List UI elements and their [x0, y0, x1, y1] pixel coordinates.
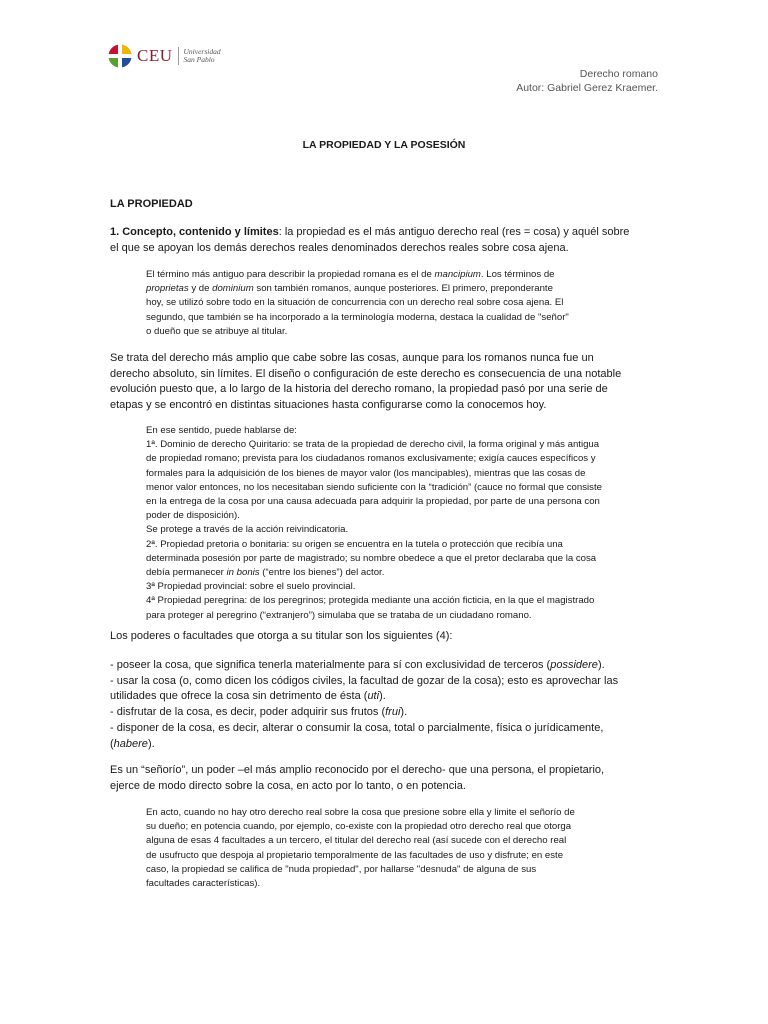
- quote-terminology: El término más antiguo para describir la propiedad romana es el de mancipium. Los términos de proprietas y de dominium son también romanos, aunque posteriores. El primero, preponderante hoy, se utilizó sobre todo en la situación de concurrencia con un derecho real sobre cosa ajena. El segundo, que también se ha incorporado a la terminología moderna, destaca la cualidad de "señor" o dueño que se atribuye al titular.: [146, 269, 569, 337]
- logo-university-name: Universidad San Pablo: [183, 47, 221, 64]
- logo-divider: [178, 47, 179, 65]
- powers-list: - poseer la cosa, que significa tenerla materialmente para sí con exclusividad de terceros (possidere). - usar la cosa (o, como dicen los códigos civiles, la facultad de gozar de la cosa); esto es aprovechar las utilidades que ofrece la cosa sin detrimento de ésta (uti). - disfrutar de la cosa, es decir, poder adquirir sus frutos (frui). - disponer de la cosa, es decir, alterar o consumir la cosa, total o parcialmente, física o jurídicamente, (habere).: [110, 658, 655, 752]
- section-heading: LA PROPIEDAD: [110, 198, 193, 210]
- paragraph-concept: 1. Concepto, contenido y límites: la propiedad es el más antiguo derecho real (res = cosa) y aquél sobre el que se apoyan los demás derechos reales denominados derechos reales sobre cosa ajena.: [110, 226, 630, 254]
- document-header: [516, 67, 658, 95]
- paragraph-powers-intro: Los poderes o facultades que otorga a su titular son los siguientes (4):: [110, 630, 453, 642]
- university-logo: [108, 42, 221, 70]
- paragraph-senorio: Es un “señorío”, un poder –el más amplio reconocido por el derecho- que una persona, el propietario, ejerce de modo directo sobre la cosa, en acto por lo tanto, o en potencia.: [110, 764, 605, 792]
- list-item: - usar la cosa (o, como dicen los códigos civiles, la facultad de gozar de la cosa); esto es aprovechar las: [110, 674, 619, 687]
- paragraph-evolution: Se trata del derecho más amplio que cabe sobre las cosas, aunque para los romanos nunca fue un derecho absoluto, sin límites. El diseño o configuración de este derecho es consecuencia de una notable evolución puesto que, a lo largo de la historia del derecho romano, la propiedad pasó por una serie de etapas y se encontró en distintas situaciones hasta configurarse como la conocemos hoy.: [110, 352, 622, 412]
- logo-text: CEU: [137, 46, 173, 65]
- list-item: - poseer la cosa, que significa tenerla materialmente para sí con exclusividad de terceros (possidere).: [110, 659, 605, 671]
- quote-act-potential: En acto, cuando no hay otro derecho real sobre la cosa que presione sobre ella y limite el señorío de su dueño; en potencia cuando, por ejemplo, co-existe con la propiedad otro derecho real que otorga alguna de esas 4 facultades a un tercero, el titular del derecho real (así sucede con el derecho real de usufructo que despoja al propietario temporalmente de las facultades de uso y disfrute; en este caso, la propiedad se califica de "nuda propiedad", por hallarse "desnuda" de alguna de sus facultades características).: [146, 807, 575, 890]
- quote-property-types: En ese sentido, puede hablarse de: 1ª. Dominio de derecho Quiritario: se trata de la propiedad de derecho civil, la forma original y más antigua de propiedad romano; prevista para los ciudadanos romanos exclusivamente; exigía cauces específicos y formales para la adquisición de los bienes de mayor valor (los mancipables), mientras que las cosas de menor valor entonces, no los necesitaban siendo suficiente con la “tradición” (cauce no formal que consiste en la entrega de la cosa por una causa adecuada para adquirir la propiedad, por parte de una persona con poder de disposición). Se protege a través de la acción reivindicatoria. 2ª. Propiedad pretoria o bonitaria: su origen se encuentra en la tutela o protección que recibía una determinada posesión por parte de magistrado; su nombre obedece a que el pretor declaraba que la cosa debía permanecer in bonis (“entre los bienes”) del actor. 3ª Propiedad provincial: sobre el suelo provincial. 4ª Propiedad peregrina: de los peregrinos; protegida mediante una acción ficticia, en la que el magistrado para proteger al peregrino (“extranjero”) simulaba que se trataba de un ciudadano romano.: [146, 425, 602, 621]
- author-name: Autor: Gabriel Gerez Kraemer.: [516, 82, 658, 94]
- ceu-cross-logo-icon: [108, 44, 132, 68]
- document-title: LA PROPIEDAD Y LA POSESIÓN: [302, 139, 466, 151]
- list-item: - disponer de la cosa, es decir, alterar o consumir la cosa, total o parcialmente, física o jurídicamente,: [110, 721, 604, 734]
- list-item: - disfrutar de la cosa, es decir, poder adquirir sus frutos (frui).: [110, 706, 408, 719]
- course-name: Derecho romano: [579, 68, 658, 80]
